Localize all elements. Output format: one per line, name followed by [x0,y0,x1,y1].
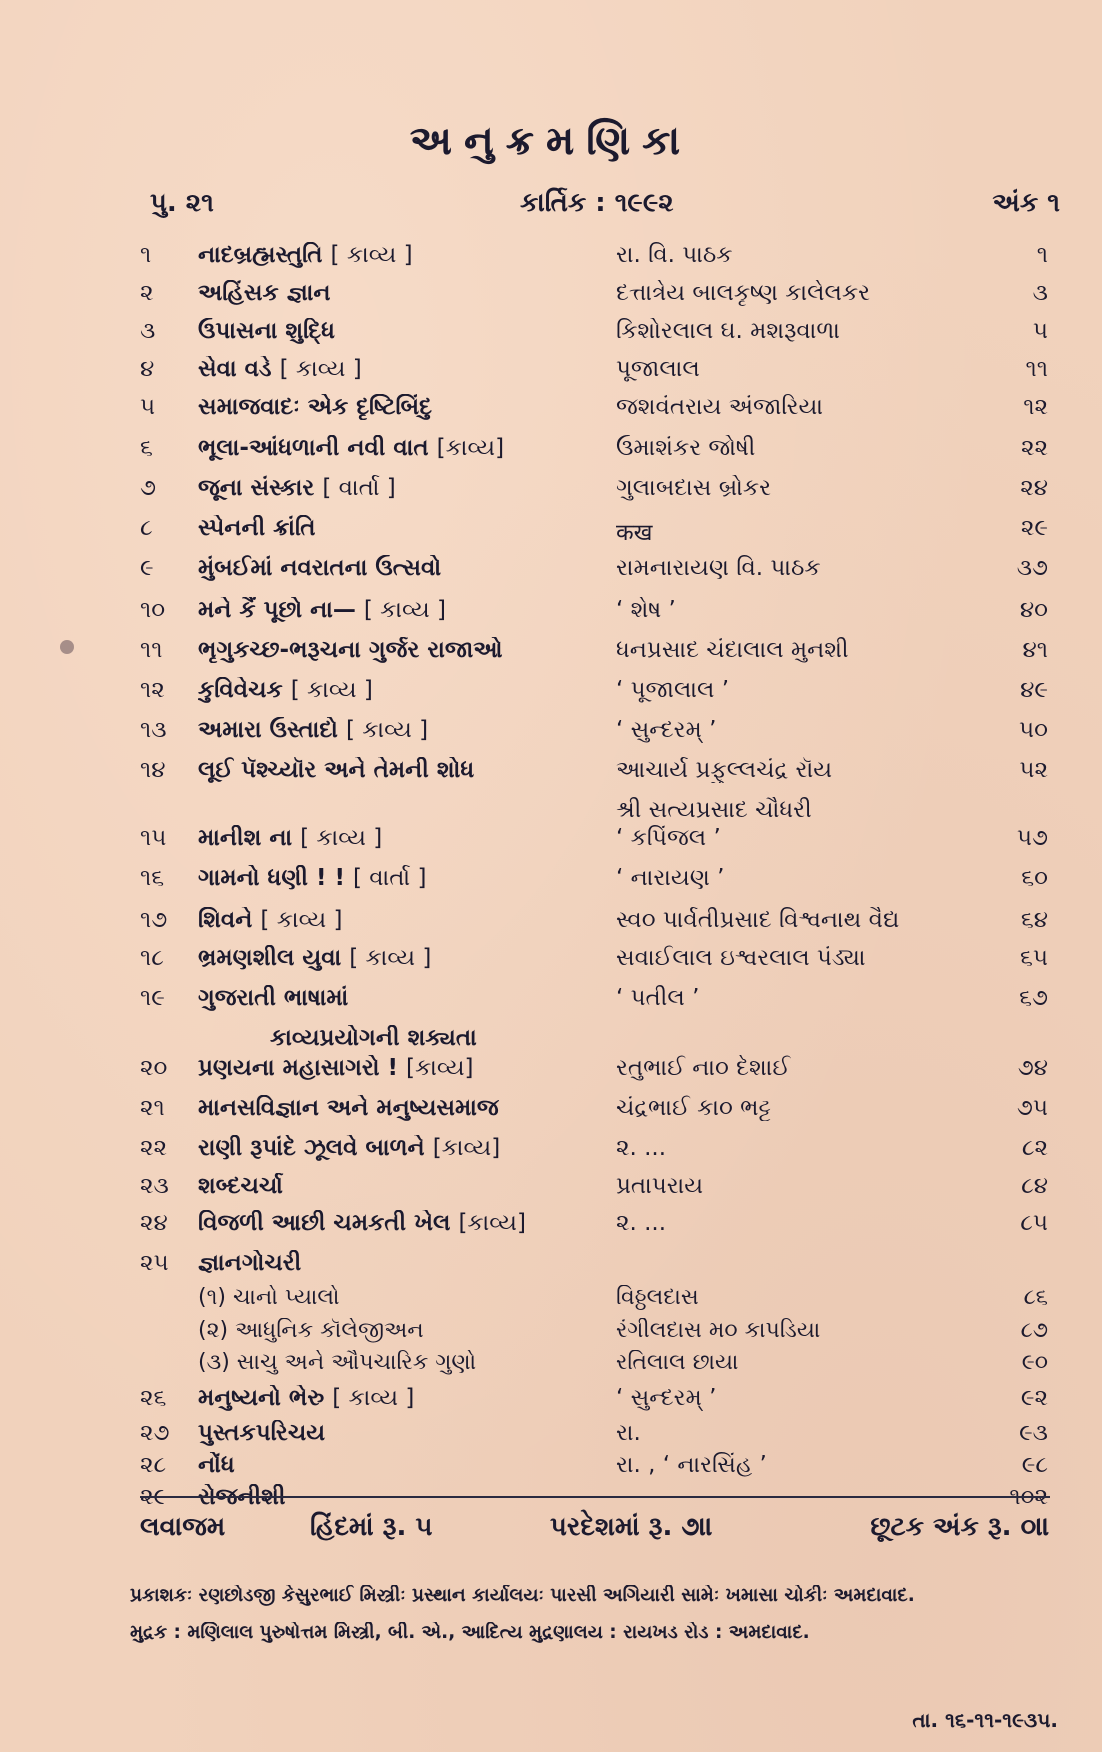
entry-number: ૨૭ [140,1420,170,1446]
entry-number: ૪ [140,356,155,382]
entry-genre-tag: [ વાર્તા ] [322,475,396,501]
entry-author: ‘ પૂજાલાલ ’ [616,677,730,703]
entry-title-text: પુસ્તકપરિચય [198,1420,326,1446]
entry-title [198,945,578,971]
entry-genre-tag: [ કાવ્ય ] [290,677,373,703]
entry-page-number: ૯૨ [1020,1385,1048,1411]
issue-meta [150,188,1060,228]
entry-number: ૩ [140,318,156,344]
entry-page-number: ૭૫ [1016,1095,1048,1121]
entry-author: ‘ શેષ ’ [616,597,676,623]
entry-title-text: સ્પેનની ક્રાંતિ [198,515,316,541]
toc-row [0,825,1102,865]
entry-title [198,1055,578,1081]
entry-title [198,435,578,461]
entry-author: સ્વ૦ પાર્વતીપ્રસાદ વિશ્વનાથ વૈદ્ય [616,907,900,933]
entry-author: ‘ પતીલ ’ [616,985,700,1011]
entry-page-number: ૫૦ [1019,717,1048,743]
toc-row [0,985,1102,1025]
domestic-price: હિંદમાં રૂ. ૫ [310,1512,433,1542]
entry-author: રા. , ‘ નારસિંહ ’ [616,1452,767,1478]
entry-title-continuation: કાવ્યપ્રયોગની શક્યતા [270,1025,477,1051]
toc-row [0,1135,1102,1175]
toc-row [0,757,1102,797]
toc-row [0,945,1102,985]
entry-title [198,1135,578,1161]
entry-author: કિશોરલાલ ઘ. મશરૂવાળા [616,318,840,344]
entry-page-number: ૮૨ [1021,1135,1048,1161]
entry-author: ‘ સુન્દરમ્ ’ [616,1385,717,1411]
entry-page-number: ૪૯ [1020,677,1048,703]
subentry-page-number: ૮૭ [1020,1318,1048,1343]
entry-page-number: ૮૫ [1020,1210,1048,1236]
entry-genre-tag: [ કાવ્ય ] [345,717,429,743]
subentry-title: (૨) આધુનિક કૉલેજીઅન [198,1318,424,1343]
entry-page-number: ૯૮ [1021,1452,1048,1478]
entry-title [198,356,578,382]
entry-page-number: ૭૪ [1017,1055,1048,1081]
entry-title [198,985,578,1011]
toc-row [0,515,1102,555]
entry-number: ૮ [140,515,153,541]
entry-number: ૯ [140,555,154,581]
entry-title-text: ઉપાસના શુદ્ધિ [198,318,335,344]
entry-number: ૨૩ [140,1173,169,1199]
entry-page-number: ૧૦૨ [1009,1484,1048,1510]
entry-title-text: સમાજવાદઃ એક દૃષ્ટિબિંદુ [198,394,432,420]
entry-number: ૨૯ [140,1484,168,1510]
entry-title [198,280,578,306]
entry-page-number: ૫ [1032,318,1048,344]
entry-author: ‘ કપિંજલ ’ [616,825,721,851]
entry-author: ૨. ... [616,1135,667,1161]
toc-row [0,865,1102,905]
entry-page-number: ૨૯ [1020,515,1048,541]
publisher-line: પ્રકાશકઃ રણછોડજી કેસુરભાઈ મિસ્ત્રીઃ પ્રસ્થાન કાર્યાલયઃ પારસી અગિયારી સામેઃ ખમાસા ચોકીઃ અમદાવાદ. [130,1585,915,1606]
entry-title-text: નાદબ્રહ્મસ્તુતિ [198,242,323,268]
entry-title-text: પ્રણયના મહાસાગરો ! [198,1055,399,1081]
single-issue-price: છૂટક અંક રૂ. ૦॥ [870,1512,1050,1542]
printer-line: મુદ્રક : મણિલાલ પુરુષોત્તમ મિસ્ત્રી, બી. એ., આદિત્ય મુદ્રણાલય : રાયખડ રોડ : અમદાવાદ. [130,1622,810,1643]
entry-genre-tag: [ કાવ્ય ] [260,907,343,933]
toc-row [0,394,1102,434]
entry-title-text: લૂઈ પૅશ્ચ્યૉર અને તેમની શોધ [198,757,475,783]
entry-title-text: નોંધ [198,1452,235,1478]
entry-number: ૧૭ [140,907,168,933]
entry-genre-tag: [કાવ્ય] [432,1135,501,1161]
entry-number: ૧૧ [140,637,163,663]
subentry-page-number: ૮૬ [1023,1285,1048,1310]
entry-title [198,907,578,933]
entry-page-number: ૧ [1036,242,1048,268]
entry-page-number: ૪૧ [1022,637,1048,663]
entry-title [198,677,578,703]
subentry-title: (૩) સાચુ અને ઔપચારિક ગુણો [198,1350,477,1375]
entry-page-number: ૧૨ [1023,394,1048,420]
entry-number: ૧૨ [140,677,165,703]
entry-number: ૨૫ [140,1250,169,1276]
entry-title-text: અહિંસક જ્ઞાન [198,280,331,306]
entry-author: રા. [616,1420,641,1446]
entry-title [198,1173,578,1199]
entry-author: સવાઈલાલ ઇશ્વરલાલ પંડ્યા [616,945,866,971]
entry-author: જશવંતરાય અંજારિયા [616,394,823,420]
toc-row [0,475,1102,515]
entry-title-text: કુવિવેચક [198,677,283,703]
entry-title [198,555,578,581]
entry-title-text: માનસવિજ્ઞાન અને મનુષ્યસમાજ [198,1095,499,1121]
entry-genre-tag: [ કાવ્ય ] [330,242,413,268]
entry-page-number: ૫૨ [1019,757,1048,783]
entry-page-number: ૮૪ [1021,1173,1048,1199]
entry-page-number: ૫૭ [1016,825,1048,851]
entry-genre-tag: [ કાવ્ય ] [349,945,432,971]
entry-number: ૨૬ [140,1385,167,1411]
entry-title [198,1095,578,1121]
entry-page-number: ૨૪ [1020,475,1048,501]
entry-number: ૧૮ [140,945,164,971]
toc-row [0,280,1102,320]
entry-author: રતુભાઈ ના૦ દેશાઈ [616,1055,791,1081]
entry-title [198,394,578,420]
entry-genre-tag: [કાવ્ય] [458,1210,526,1236]
entry-genre-tag: [ વાર્તા ] [353,865,427,891]
subscription-bar [140,1512,1050,1556]
entry-author: ગુલાબદાસ બ્રોકર [616,475,772,501]
page-title: અનુક્રમણિકા [409,118,693,164]
entry-title [198,1452,578,1478]
entry-title [198,1385,578,1411]
entry-number: ૧૩ [140,717,167,743]
subscription-label: લવાજમ [140,1512,226,1542]
footer-divider [140,1496,1050,1498]
entry-page-number: ૯૩ [1019,1420,1048,1446]
entry-title-text: મુંબઈમાં નવરાતના ઉત્સવો [198,555,442,581]
entry-title-text: સેવા વડે [198,356,272,382]
entry-title [198,1250,578,1276]
entry-number: ૧૦ [140,597,166,623]
entry-title [198,515,578,541]
entry-genre-tag: [કાવ્ય] [436,435,505,461]
entry-title-text: માનીશ ના [198,825,293,851]
entry-number: ૨૦ [140,1055,168,1081]
entry-page-number: ૩૭ [1016,555,1048,581]
entry-title-text: ભ્રમણશીલ યુવા [198,945,342,971]
entry-title-text: ભૃગુકચ્છ-ભરૂચના ગુર્જર રાજાઓ [198,637,503,663]
entry-title-text: ગુજરાતી ભાષામાં [198,985,349,1011]
toc-row [0,555,1102,595]
subentry-author: રંગીલદાસ મ૦ કાપડિયા [616,1318,821,1343]
subentry-title: (૧) ચાનો પ્યાલો [198,1285,340,1310]
entry-page-number: ૬૫ [1020,945,1048,971]
entry-title [198,242,578,268]
entry-title [198,1210,578,1236]
entry-genre-tag: [કાવ્ય] [406,1055,474,1081]
entry-title-text: રાણી રૂપાંદે ઝૂલવે બાળને [198,1135,425,1161]
toc-row [0,1055,1102,1095]
entry-author: ‘ નારાયણ ’ [616,865,725,891]
entry-title [198,757,578,783]
entry-number: ૨૨ [140,1135,168,1161]
entry-number: ૫ [140,394,156,420]
entry-number: ૨ [140,280,154,306]
entry-coauthor: શ્રી સત્યપ્રસાદ ચૌધરી [616,797,812,823]
foreign-price: પરદેશમાં રૂ. ૭॥ [550,1512,714,1542]
entry-number: ૧૫ [140,825,167,851]
toc-row [0,717,1102,757]
entry-title [198,865,578,891]
subentry-author: રતિલાલ છાયા [616,1350,739,1375]
entry-title-text: જૂના સંસ્કાર [198,475,315,501]
entry-title-text: રોજનીશી [198,1484,286,1510]
entry-title [198,318,578,344]
toc-row [0,677,1102,717]
entry-number: ૧૪ [140,757,166,783]
entry-author: દત્તાત્રેય બાલકૃષ્ણ કાલેલકર [616,280,871,306]
entry-number: ૨૧ [140,1095,165,1121]
entry-title-text: ગામનો ધણી ! ! [198,865,345,891]
entry-title-text: મનુષ્યનો ભેરુ [198,1385,325,1411]
entry-page-number: ૩ [1032,280,1048,306]
entry-author: ચંદ્રભાઈ કા૦ ભટ્ટ [616,1095,771,1121]
toc-subrow [0,1350,1102,1390]
entry-page-number: ૬૪ [1020,907,1048,933]
entry-title [198,637,578,663]
entry-title [198,475,578,501]
toc-row [0,356,1102,396]
toc-row [0,435,1102,475]
entry-title-text: મને કૈં પૂછો ના— [198,597,356,623]
toc-row [0,907,1102,947]
entry-title-text: જ્ઞાનગોચરી [198,1250,302,1276]
entry-title [198,597,578,623]
entry-title [198,825,578,851]
entry-number: ૬ [140,435,153,461]
toc-row [0,1385,1102,1425]
issue-number-label: અંક ૧ [992,188,1060,218]
entry-author: ‘ સુન્દરમ્ ’ [616,717,717,743]
entry-author: આચાર્ય પ્રફુલ્લચંદ્ર રૉય [616,757,833,783]
entry-number: ૧૬ [140,865,165,891]
toc-row [0,597,1102,637]
entry-title-text: શબ્દચર્ચા [198,1173,283,1199]
toc-row [0,1095,1102,1135]
volume-label: પુ. ૨૧ [150,188,214,218]
entry-title-text: શિવને [198,907,253,933]
entry-genre-tag: [ કાવ્ય ] [279,356,362,382]
entry-title-text: અમારા ઉસ્તાદો [198,717,338,743]
entry-page-number: ૬૭ [1019,985,1048,1011]
entry-author: પૂજાલાલ [616,356,700,382]
entry-number: ૧ [140,242,152,268]
month-year-label: કાર્તિક : ૧૯૯૨ [520,188,674,218]
entry-author: રા. વિ. પાઠક [616,242,733,268]
entry-genre-tag: [ કાવ્ય ] [300,825,383,851]
entry-title-text: વિજળી આછી ચમકતી ખેલ [198,1210,451,1236]
entry-genre-tag: [ કાવ્ય ] [363,597,446,623]
entry-page-number: ૪૦ [1019,597,1048,623]
entry-author: પ્રતાપરાય [616,1173,704,1199]
toc-row [0,242,1102,282]
toc-row [0,637,1102,677]
entry-title-text: ભૂલા-આંધળાની નવી વાત [198,435,429,461]
entry-page-number: ૧૧ [1025,356,1048,382]
entry-title [198,717,578,743]
entry-title [198,1420,578,1446]
entry-author: રામનારાયણ વિ. પાઠક [616,555,821,581]
entry-page-number: ૬૦ [1021,865,1048,891]
toc-row [0,1210,1102,1250]
toc-row [0,1250,1102,1290]
subentry-author: વિઠ્ઠલદાસ [616,1285,699,1310]
entry-author: कख [616,520,653,546]
subentry-page-number: ૯૦ [1021,1350,1048,1375]
entry-page-number: ૨૨ [1020,435,1048,461]
entry-number: ૨૪ [140,1210,168,1236]
entry-number: ૭ [140,475,156,501]
entry-author: ઉમાશંકર જોષી [616,435,756,461]
entry-number: ૧૯ [140,985,165,1011]
toc-row [0,1173,1102,1213]
print-date: તા. ૧૬-૧૧-૧૯૩૫. [912,1708,1058,1732]
entry-author: ધનપ્રસાદ ચંદાલાલ મુનશી [616,637,849,663]
entry-author: ૨. ... [616,1210,667,1236]
entry-number: ૨૮ [140,1452,167,1478]
entry-genre-tag: [ કાવ્ય ] [332,1385,415,1411]
toc-row [0,318,1102,358]
